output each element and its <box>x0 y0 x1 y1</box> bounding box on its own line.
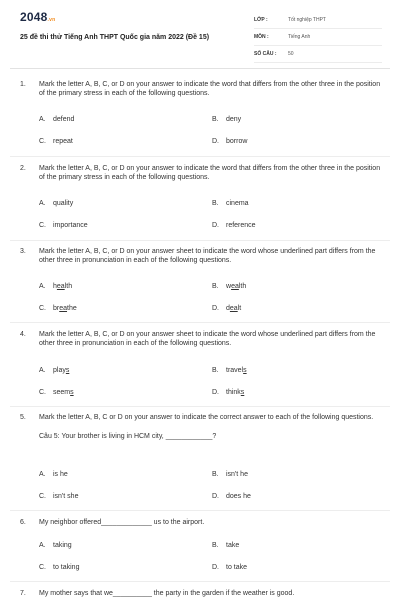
option-b[interactable] <box>212 282 246 291</box>
option-text: take <box>226 542 240 549</box>
option-letter: B. <box>212 116 219 123</box>
option-c[interactable] <box>39 492 78 501</box>
option-letter: D. <box>212 138 219 145</box>
option-word-start: travel <box>226 367 244 374</box>
option-text: deny <box>226 116 242 123</box>
option-word-start: d <box>226 305 230 312</box>
meta-row-subject <box>254 29 382 46</box>
underlined-part: ea <box>56 283 65 290</box>
option-word-start: br <box>53 305 60 312</box>
option-b[interactable] <box>212 199 249 208</box>
option-word-start: play <box>53 367 66 374</box>
option-letter: D. <box>212 222 219 229</box>
meta-row-count <box>254 46 382 63</box>
option-b[interactable] <box>212 470 248 479</box>
meta-value: 50 <box>288 50 294 57</box>
option-letter: C. <box>39 305 46 312</box>
option-a[interactable] <box>39 282 72 291</box>
question-number: 6. <box>20 519 26 526</box>
option-letter: A. <box>39 116 46 123</box>
option-text: quality <box>53 200 74 207</box>
option-letter: D. <box>212 564 219 571</box>
underlined-part: s <box>240 389 245 396</box>
option-letter: A. <box>39 200 46 207</box>
question-stem: Mark the letter A, B, C, or D on your answer to indicate the word that differs from the other three in the position of the primary stress in each of the following questions. <box>39 81 381 98</box>
option-text: importance <box>53 222 88 229</box>
underlined-part: ea <box>59 305 68 312</box>
meta-label: SỐ CÂU : <box>254 50 277 57</box>
option-word-end: lth <box>238 283 247 290</box>
underlined-part: s <box>70 389 74 396</box>
question-3 <box>20 247 385 265</box>
question-number: 1. <box>20 81 26 88</box>
question-separator <box>10 322 390 323</box>
question-4 <box>20 330 385 348</box>
option-d[interactable] <box>212 563 247 572</box>
question-stem: My mother says that we__________ the party in the garden if the weather is good. <box>39 590 295 597</box>
question-separator <box>10 156 390 157</box>
option-a[interactable] <box>39 199 73 208</box>
option-d[interactable] <box>212 137 247 146</box>
question-stem: My neighbor offered_____________ us to the airport. <box>39 519 205 526</box>
option-text: isn't she <box>53 493 79 500</box>
question-2 <box>20 164 385 182</box>
option-a[interactable] <box>39 115 74 124</box>
question-1 <box>20 80 385 98</box>
option-letter: A. <box>39 542 46 549</box>
option-letter: B. <box>212 542 219 549</box>
logo-main-text: 2048 <box>20 10 48 24</box>
option-b[interactable] <box>212 115 241 124</box>
site-logo[interactable] <box>20 10 55 26</box>
option-c[interactable] <box>39 304 77 313</box>
question-separator <box>10 510 390 511</box>
option-word-start: h <box>53 283 57 290</box>
question-stem: Mark the letter A, B, C, or D on your answer to indicate the word that differs from the other three in the position of the primary stress in each of the following questions. <box>39 165 381 182</box>
question-7 <box>20 589 385 598</box>
option-b[interactable] <box>212 366 247 375</box>
option-word-start: seem <box>53 389 71 396</box>
option-letter: C. <box>39 138 46 145</box>
option-text: borrow <box>226 138 248 145</box>
option-text: does he <box>226 493 251 500</box>
option-letter: C. <box>39 389 46 396</box>
meta-row-class <box>254 12 382 29</box>
option-word-end: lt <box>237 305 242 312</box>
option-d[interactable] <box>212 388 244 397</box>
question-6 <box>20 518 385 527</box>
option-a[interactable] <box>39 470 68 479</box>
option-letter: C. <box>39 564 46 571</box>
question-stem: Mark the letter A, B, C or D on your answer to indicate the correct answer to each of the following questions. <box>39 414 374 421</box>
option-letter: B. <box>212 367 219 374</box>
option-d[interactable] <box>212 304 241 313</box>
option-letter: A. <box>39 283 46 290</box>
option-letter: B. <box>212 471 219 478</box>
question-number: 7. <box>20 590 26 597</box>
option-text: to taking <box>53 564 80 571</box>
meta-value: Tốt nghiệp THPT <box>288 16 326 23</box>
question-number: 2. <box>20 165 26 172</box>
option-c[interactable] <box>39 388 74 397</box>
question-number: 4. <box>20 331 26 338</box>
question-stem: Mark the letter A, B, C, or D on your answer sheet to indicate the word whose underlined part differs from the other three in pronunciation in each of the following questions. <box>39 248 376 265</box>
option-a[interactable] <box>39 541 72 550</box>
option-word-end: the <box>67 305 77 312</box>
option-c[interactable] <box>39 221 88 230</box>
option-text: cinema <box>226 200 249 207</box>
meta-label: MÔN : <box>254 33 269 40</box>
option-letter: C. <box>39 222 46 229</box>
option-letter: A. <box>39 367 46 374</box>
question-number: 3. <box>20 248 26 255</box>
logo-suffix-text: .vn <box>47 17 56 23</box>
option-a[interactable] <box>39 366 69 375</box>
option-text: reference <box>226 222 256 229</box>
document-header <box>0 0 400 66</box>
option-text: is he <box>53 471 68 478</box>
exam-title: 25 đề thi thử Tiếng Anh THPT Quốc gia năm 2022 (Đề 15) <box>20 34 210 41</box>
option-letter: C. <box>39 493 46 500</box>
option-letter: D. <box>212 305 219 312</box>
meta-value: Tiếng Anh <box>288 33 311 40</box>
question-separator <box>10 240 390 241</box>
question-separator <box>10 581 390 582</box>
underlined-part: s <box>65 367 70 374</box>
question-context: Câu 5: Your brother is living in HCM city, ____________? <box>39 433 217 441</box>
question-number: 5. <box>20 414 26 421</box>
option-text: taking <box>53 542 72 549</box>
underlined-part: ea <box>231 283 239 290</box>
option-word-start: w <box>226 283 232 290</box>
question-stem: Mark the letter A, B, C, or D on your answer sheet to indicate the word whose underlined part differs from the other three in pronunciation in each of the following questions. <box>39 331 376 348</box>
option-b[interactable] <box>212 541 239 550</box>
option-d[interactable] <box>212 221 256 230</box>
option-letter: D. <box>212 389 219 396</box>
option-c[interactable] <box>39 137 73 146</box>
header-divider <box>10 68 390 69</box>
option-text: defend <box>53 116 75 123</box>
option-letter: A. <box>39 471 46 478</box>
question-5 <box>20 413 385 441</box>
option-d[interactable] <box>212 492 251 501</box>
underlined-part: s <box>243 367 247 374</box>
option-letter: B. <box>212 200 219 207</box>
meta-label: LỚP : <box>254 16 268 23</box>
question-separator <box>10 406 390 407</box>
underlined-part: ea <box>229 305 238 312</box>
exam-meta-table <box>254 12 382 63</box>
option-word-start: think <box>226 389 241 396</box>
option-word-end: lth <box>64 283 73 290</box>
option-letter: B. <box>212 283 219 290</box>
option-letter: D. <box>212 493 219 500</box>
option-text: isn't he <box>226 471 248 478</box>
option-c[interactable] <box>39 563 79 572</box>
option-text: to take <box>226 564 248 571</box>
option-text: repeat <box>53 138 73 145</box>
